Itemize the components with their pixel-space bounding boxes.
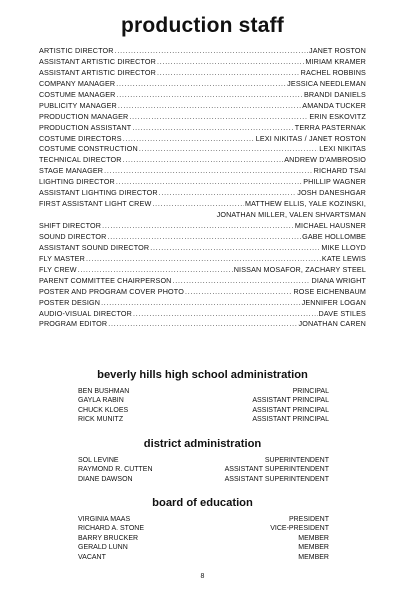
- admin-row: [78, 387, 329, 396]
- admin-role: MEMBER: [298, 534, 329, 542]
- staff-row: [39, 254, 366, 265]
- staff-role: STAGE MANAGER: [39, 166, 104, 176]
- staff-role: SOUND DIRECTOR: [39, 231, 107, 241]
- staff-row: [39, 177, 366, 188]
- admin-role: PRESIDENT: [288, 516, 329, 523]
- admin-row: [78, 475, 329, 484]
- admin-role: MEMBER: [298, 553, 329, 561]
- staff-name: PHILLIP WAGNER: [303, 177, 366, 187]
- dot-leader: [118, 102, 301, 113]
- admin-name: RICK MUNITZ: [78, 416, 124, 424]
- staff-name: MICHAEL HAUSNER: [294, 221, 366, 230]
- staff-row: [39, 309, 366, 320]
- staff-role: COSTUME CONSTRUCTION: [39, 144, 138, 154]
- admin-name: GERALD LUNN: [78, 544, 128, 552]
- staff-role: FLY MASTER: [39, 253, 85, 263]
- dot-leader: [104, 167, 312, 178]
- staff-row: [39, 123, 366, 134]
- board-list: [78, 515, 329, 562]
- staff-row: [39, 57, 366, 68]
- staff-name: MIRIAM KRAMER: [305, 56, 366, 66]
- production-staff-list: [39, 46, 366, 330]
- dot-leader: [102, 222, 294, 233]
- staff-row: [39, 287, 366, 298]
- staff-role: PUBLICITY MANAGER: [39, 100, 117, 110]
- staff-name: LEXI NIKITAS: [319, 144, 366, 154]
- staff-row: [39, 68, 366, 79]
- dot-leader: [157, 58, 304, 69]
- staff-role: ASSISTANT ARTISTIC DIRECTOR: [39, 56, 156, 66]
- admin-role: SUPERINTENDENT: [264, 457, 329, 464]
- staff-role: FIRST ASSISTANT LIGHT CREW: [39, 199, 152, 209]
- staff-name-continued: JONATHAN MILLER, VALEN SHVARTSMAN: [216, 210, 366, 220]
- staff-name: RACHEL ROBBINS: [300, 67, 366, 77]
- staff-name: MATTHEW ELLIS, YALE KOZINSKI,: [245, 199, 366, 209]
- staff-row: [39, 243, 366, 254]
- dot-leader: [129, 113, 308, 124]
- staff-row: [39, 210, 366, 221]
- staff-name: ERIN ESKOVITZ: [309, 111, 366, 121]
- staff-name: RICHARD TSAI: [313, 166, 366, 176]
- dot-leader: [117, 91, 303, 102]
- dot-leader: [108, 320, 297, 331]
- dot-leader: [133, 310, 318, 321]
- admin-row: [78, 534, 329, 543]
- page-number: 8: [200, 573, 205, 580]
- admin-role: MEMBER: [298, 544, 329, 552]
- staff-row: [39, 155, 366, 166]
- dot-leader: [123, 135, 255, 146]
- staff-role: ASSISTANT SOUND DIRECTOR: [39, 242, 150, 252]
- staff-role: FLY CREW: [39, 264, 77, 274]
- admin-role: ASSISTANT PRINCIPAL: [252, 416, 329, 424]
- staff-role: LIGHTING DIRECTOR: [39, 177, 115, 187]
- staff-name: DAVE STILES: [318, 308, 366, 318]
- staff-name: JENNIFER LOGAN: [301, 297, 366, 307]
- admin-row: [78, 415, 329, 424]
- staff-name: JANET ROSTON: [308, 46, 366, 55]
- dot-leader: [116, 80, 286, 91]
- district-admin-list: [78, 456, 329, 484]
- admin-row: [78, 406, 329, 415]
- staff-role: PARENT COMMITTEE CHAIRPERSON: [39, 275, 172, 285]
- staff-row: [39, 221, 366, 232]
- admin-row: [78, 396, 329, 405]
- staff-row: [39, 166, 366, 177]
- admin-role: ASSISTANT PRINCIPAL: [252, 397, 329, 405]
- staff-row: [39, 298, 366, 309]
- staff-row: [39, 46, 366, 57]
- dot-leader: [150, 244, 320, 255]
- staff-row: [39, 232, 366, 243]
- staff-role: POSTER AND PROGRAM COVER PHOTO: [39, 286, 184, 296]
- staff-row: [39, 112, 366, 123]
- staff-role: POSTER DESIGN: [39, 297, 101, 307]
- admin-name: VIRGINIA MAAS: [78, 516, 131, 523]
- staff-row: [39, 79, 366, 90]
- staff-name: GABE HOLLOMBE: [302, 231, 366, 241]
- staff-row: [39, 134, 366, 145]
- staff-name: JESSICA NEEDLEMAN: [287, 78, 366, 88]
- staff-role: PROGRAM EDITOR: [39, 319, 108, 329]
- staff-name: MIKE LLOYD: [321, 242, 366, 252]
- admin-name: BARRY BRUCKER: [78, 534, 139, 542]
- staff-row: [39, 265, 366, 276]
- admin-row: [78, 456, 329, 465]
- school-admin-list: [78, 387, 329, 425]
- admin-role: ASSISTANT SUPERINTENDENT: [224, 466, 329, 474]
- admin-role: ASSISTANT SUPERINTENDENT: [224, 475, 329, 483]
- staff-name: TERRA PASTERNAK: [294, 122, 366, 132]
- staff-role: COMPANY MANAGER: [39, 78, 116, 88]
- staff-row: [39, 101, 366, 112]
- board-title: board of education: [152, 497, 253, 509]
- admin-row: [78, 543, 329, 552]
- staff-role: PRODUCTION ASSISTANT: [39, 122, 132, 132]
- admin-name: GAYLA RABIN: [78, 397, 124, 405]
- staff-name: JOSH DANESHGAR: [297, 188, 366, 198]
- dot-leader: [173, 277, 311, 288]
- staff-row: [39, 199, 366, 210]
- staff-row: [39, 90, 366, 101]
- staff-name: ANDREW D'AMBROSIO: [284, 155, 366, 165]
- admin-name: RAYMOND R. CUTTEN: [78, 466, 153, 474]
- staff-name: LEXI NIKITAS / JANET ROSTON: [255, 133, 366, 143]
- admin-name: RICHARD A. STONE: [78, 525, 144, 533]
- admin-row: [78, 465, 329, 474]
- staff-role: SHIFT DIRECTOR: [39, 221, 102, 230]
- admin-row: [78, 553, 329, 562]
- admin-role: PRINCIPAL: [292, 388, 329, 395]
- staff-role: ARTISTIC DIRECTOR: [39, 46, 114, 55]
- admin-name: DIANE DAWSON: [78, 475, 133, 483]
- dot-leader: [185, 288, 293, 299]
- dot-leader: [123, 156, 284, 167]
- district-admin-title: district administration: [143, 438, 262, 450]
- staff-name: DIANA WRIGHT: [311, 275, 366, 285]
- school-admin-title: beverly hills high school administration: [97, 369, 308, 381]
- staff-role: AUDIO-VISUAL DIRECTOR: [39, 308, 133, 318]
- admin-name: BEN BUSHMAN: [78, 388, 130, 395]
- staff-name: JONATHAN CAREN: [298, 319, 366, 329]
- dot-leader: [157, 69, 300, 80]
- staff-role: PRODUCTION MANAGER: [39, 111, 129, 121]
- admin-name: CHUCK KLOES: [78, 406, 129, 414]
- staff-name: AMANDA TUCKER: [302, 100, 366, 110]
- staff-name: KATE LEWIS: [321, 253, 366, 263]
- staff-name: ROSE EICHENBAUM: [293, 286, 366, 296]
- staff-role: COSTUME MANAGER: [39, 89, 116, 99]
- admin-name: VACANT: [78, 553, 106, 561]
- staff-name: BRANDI DANIELS: [303, 89, 366, 99]
- staff-row: [39, 319, 366, 330]
- admin-role: VICE-PRESIDENT: [270, 525, 329, 533]
- staff-row: [39, 144, 366, 155]
- admin-name: SOL LEVINE: [78, 457, 119, 464]
- staff-row: [39, 276, 366, 287]
- admin-row: [78, 524, 329, 533]
- staff-role: TECHNICAL DIRECTOR: [39, 155, 122, 165]
- staff-name: NISSAN MOSAFOR, ZACHARY STEEL: [233, 264, 366, 274]
- staff-row: [39, 188, 366, 199]
- staff-role: ASSISTANT ARTISTIC DIRECTOR: [39, 67, 156, 77]
- staff-role: ASSISTANT LIGHTING DIRECTOR: [39, 188, 158, 198]
- page-title: production staff: [120, 14, 285, 37]
- admin-row: [78, 515, 329, 524]
- staff-role: COSTUME DIRECTORS: [39, 133, 122, 143]
- admin-role: ASSISTANT PRINCIPAL: [252, 406, 329, 414]
